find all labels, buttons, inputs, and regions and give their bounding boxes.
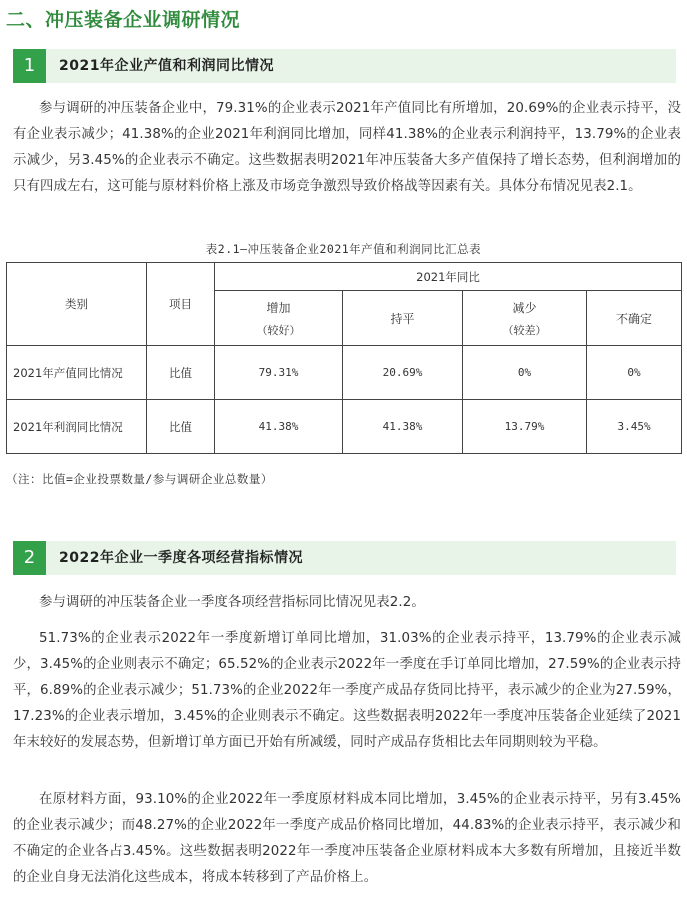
- table-note: （注：比值=企业投票数量/参与调研企业总数量）: [6, 472, 273, 486]
- header-increase-label: 增加: [266, 300, 291, 315]
- header-increase-sub: （较好）: [256, 323, 301, 337]
- header-increase: [215, 291, 343, 346]
- row-uncertain: 3.45%: [587, 400, 682, 454]
- header-decrease-sub: （较差）: [502, 323, 547, 337]
- row-item: 比值: [147, 400, 215, 454]
- header-group-2021: 2021年同比: [215, 263, 682, 291]
- header-flat: 持平: [343, 291, 463, 346]
- section-title-2: 2022年企业一季度各项经营指标情况: [59, 550, 303, 566]
- section2-paragraph-2: 51.73%的企业表示2022年一季度新增订单同比增加，31.03%的企业表示持平，13.79%的企业表示减少，3.45%的企业则表示不确定；65.52%的企业表示2022年一季度在手订单同比增加，27.59%的企业表示持平，6.89%的企业表示减少；51.73%的企业2022年一季度产成品存货同比持平，表示减少的企业为27.59%，17.23%的企业表示增加，3.45%的企业则表示不确定。这些数据表明2022年一季度冲压装备企业延续了2021年末较好的发展态势，但新增订单方面已开始有所减缓，同时产成品存货相比去年同期则较为平稳。: [13, 631, 681, 750]
- row-decrease: 0%: [463, 346, 587, 400]
- section2-paragraph-1: 参与调研的冲压装备企业一季度各项经营指标同比情况见表2.2。: [39, 595, 425, 610]
- row-increase: 41.38%: [215, 400, 343, 454]
- row-decrease: 13.79%: [463, 400, 587, 454]
- section-title-1: 2021年企业产值和利润同比情况: [59, 58, 274, 74]
- header-item: 项目: [147, 263, 215, 346]
- section-header-1: [13, 49, 676, 83]
- row-flat: 20.69%: [343, 346, 463, 400]
- header-uncertain: 不确定: [587, 291, 682, 346]
- table-caption: 表2.1—冲压装备企业2021年产值和利润同比汇总表: [205, 242, 482, 256]
- section-number-1: 1: [13, 49, 46, 83]
- section-header-2: [13, 541, 676, 575]
- row-uncertain: 0%: [587, 346, 682, 400]
- summary-table: [6, 262, 682, 454]
- row-category: 2021年利润同比情况: [7, 400, 147, 454]
- header-category: 类别: [7, 263, 147, 346]
- header-decrease: [463, 291, 587, 346]
- row-item: 比值: [147, 346, 215, 400]
- row-category: 2021年产值同比情况: [7, 346, 147, 400]
- section-number-2: 2: [13, 541, 46, 575]
- section1-paragraph: 参与调研的冲压装备企业中，79.31%的企业表示2021年产值同比有所增加，20.69%的企业表示持平，没有企业表示减少；41.38%的企业2021年利润同比增加，同样41.38%的企业表示利润持平，13.79%的企业表示减少，另3.45%的企业表示不确定。这些数据表明2021年冲压装备大多产值保持了增长态势，但利润增加的只有四成左右，这可能与原材料价格上涨及市场竞争激烈导致价格战等因素有关。具体分布情况见表2.1。: [13, 101, 681, 194]
- table-row: [7, 346, 682, 400]
- header-decrease-label: 减少: [512, 300, 537, 315]
- row-increase: 79.31%: [215, 346, 343, 400]
- page-title: 二、冲压装备企业调研情况: [6, 9, 241, 31]
- row-flat: 41.38%: [343, 400, 463, 454]
- table-row: [7, 400, 682, 454]
- section2-paragraph-3: 在原材料方面，93.10%的企业2022年一季度原材料成本同比增加，3.45%的企业表示持平，另有3.45%的企业表示减少；而48.27%的企业2022年一季度产成品价格同比增加，44.83%的企业表示持平，表示减少和不确定的企业各占3.45%。这些数据表明2022年一季度冲压装备企业原材料成本大多数有所增加，且接近半数的企业自身无法消化这些成本，将成本转移到了产品价格上。: [13, 792, 681, 885]
